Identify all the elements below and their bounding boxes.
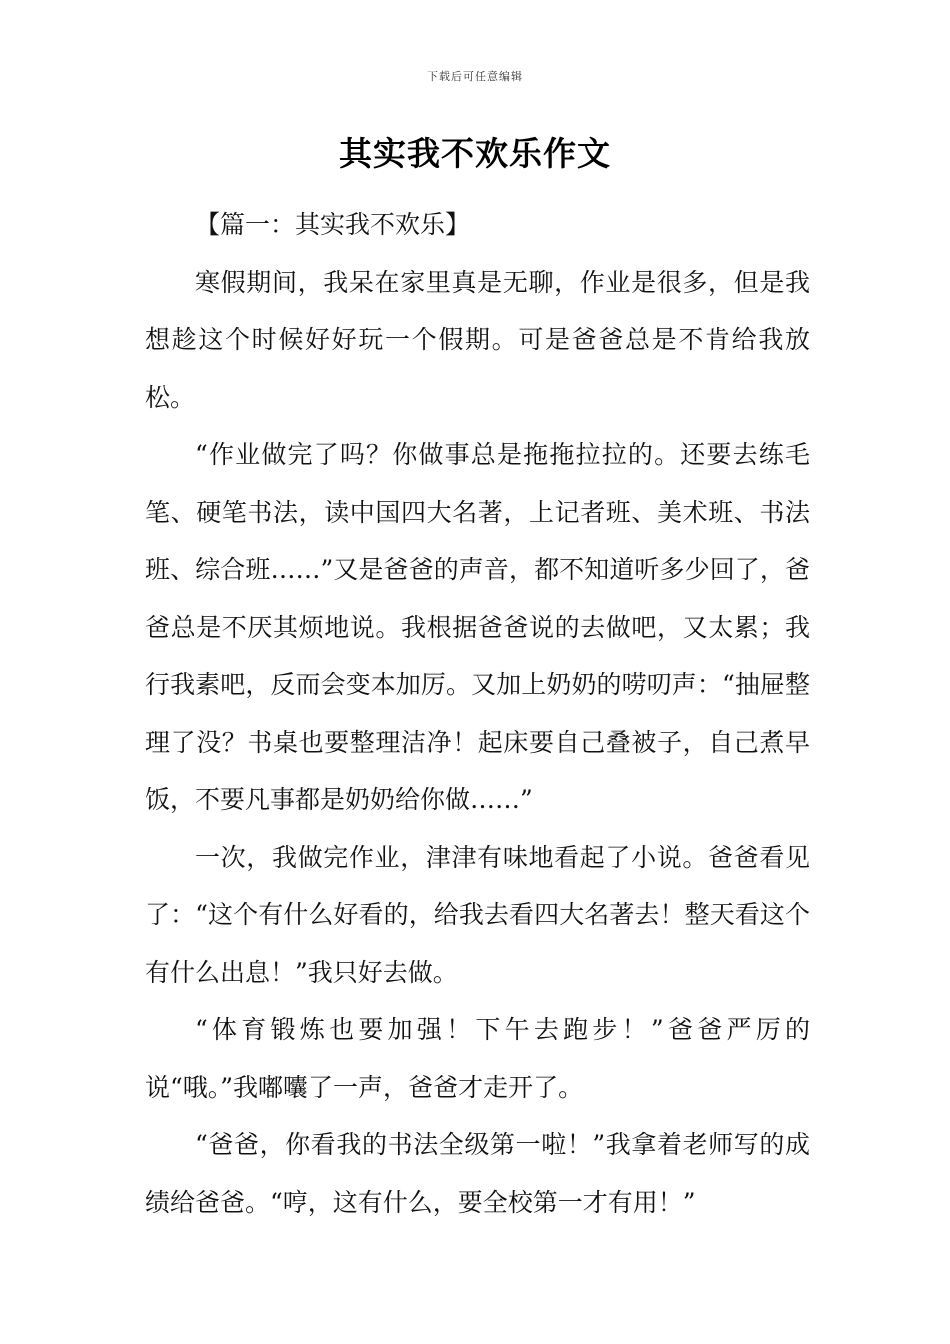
section-heading: 【篇一：其实我不欢乐】 — [195, 210, 471, 239]
document-title: 其实我不欢乐作文 — [339, 134, 611, 173]
paragraph: “体育锻炼也要加强！下午去跑步！”爸爸严厉的说“哦。”我嘟囔了一声，爸爸才走开了。 — [145, 1015, 810, 1102]
paragraph: “作业做完了吗？你做事总是拖拖拉拉的。还要去练毛笔、硬笔书法，读中国四大名著，上记者班、美术班、书法班、综合班……”又是爸爸的声音，都不知道听多少回了，爸爸总是不厌其烦地说。我根据爸爸说的去做吧，又太累；我行我素吧，反而会变本加厉。又加上奶奶的唠叨声：“抽屉整理了没？书桌也要整理洁净！起床要自己叠被子，自己煮早饭，不要凡事都是奶奶给你做……” — [145, 440, 810, 814]
paragraph: 一次，我做完作业，津津有味地看起了小说。爸爸看见了：“这个有什么好看的，给我去看四大名著去！整天看这个有什么出息！”我只好去做。 — [145, 842, 810, 987]
document-body — [145, 196, 810, 1231]
header-note: 下载后可任意编辑 — [427, 70, 523, 83]
paragraph: “爸爸，你看我的书法全级第一啦！”我拿着老师写的成绩给爸爸。“哼，这有什么，要全校第一才有用！” — [145, 1130, 810, 1217]
paragraph: 寒假期间，我呆在家里真是无聊，作业是很多，但是我想趁这个时候好好玩一个假期。可是爸爸总是不肯给我放松。 — [145, 267, 810, 412]
